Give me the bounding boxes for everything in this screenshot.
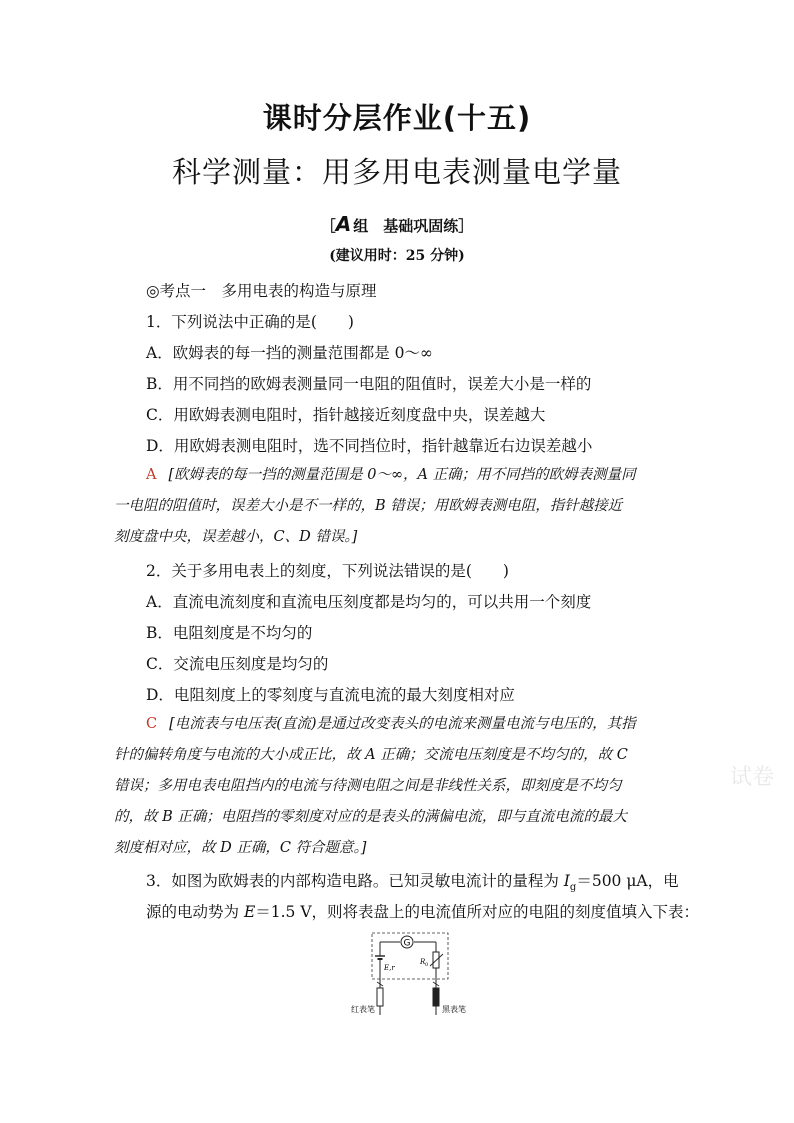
e-symbol: E xyxy=(243,903,256,921)
group-label: 组 基础巩固练 xyxy=(353,217,459,235)
answer-key: A xyxy=(146,467,157,483)
question-2-option-c: C．交流电压刻度是均匀的 xyxy=(146,655,329,673)
answer-line xyxy=(114,460,684,491)
ohmmeter-circuit-diagram xyxy=(344,930,484,1030)
question-1-option-c: C．用欧姆表测电阻时，指针越接近刻度盘中央，误差越大 xyxy=(146,406,546,424)
question-2-option-a: A．直流电流刻度和直流电压刻度都是均匀的，可以共用一个刻度 xyxy=(146,593,592,611)
red-probe-icon xyxy=(377,988,383,1006)
answer-line: 刻度相对应，故 D 正确，C 符合题意。] xyxy=(114,840,367,856)
answer-line: 一电阻的阻值时，误差大小是不一样的，B 错误；用欧姆表测电阻，指针越接近 xyxy=(114,498,623,514)
battery-label: E,r xyxy=(384,964,395,972)
q3-text: ＝1.5 V，则将表盘上的电流值所对应的电阻的刻度值填入下表： xyxy=(255,903,700,921)
black-probe-icon xyxy=(433,988,439,1006)
answer-line: 刻度盘中央，误差越小，C、D 错误。] xyxy=(114,529,358,545)
black-probe-label: 黑表笔 xyxy=(442,1005,466,1014)
page-subtitle: 科学测量：用多用电表测量电学量 xyxy=(171,155,622,189)
suggested-time: (建议用时：25 分钟) xyxy=(329,248,465,264)
question-2-stem: 2．关于多用电表上的刻度，下列说法错误的是( ) xyxy=(146,562,509,580)
answer-line: 针的偏转角度与电流的大小成正比，故 A 正确；交流电压刻度是不均匀的，故 C xyxy=(114,747,628,763)
group-badge: A xyxy=(335,212,352,236)
section-heading: ◎考点一 多用电表的构造与原理 xyxy=(146,282,377,300)
watermark: 试卷 xyxy=(730,765,775,790)
rheostat-subscript: 0 xyxy=(425,962,429,968)
answer-key: C xyxy=(146,716,158,732)
explanation-text: [电流表与电压表(直流)是通过改变表头的电流来测量电流与电压的，其指 xyxy=(169,716,636,732)
galvanometer-label: G xyxy=(403,938,411,949)
question-2-option-b: B．电阻刻度是不均匀的 xyxy=(146,624,313,642)
question-1-answer xyxy=(114,460,684,553)
explanation-text: [欧姆表的每一挡的测量范围是 0～∞，A 正确；用不同挡的欧姆表测量同 xyxy=(168,467,636,483)
question-1-option-d: D．用欧姆表测电阻时，选不同挡位时，指针越靠近右边误差越小 xyxy=(146,437,593,455)
page-title: 课时分层作业(十五) xyxy=(262,101,532,135)
answer-line: 的，故 B 正确；电阻挡的零刻度对应的是表头的满偏电流，即与直流电流的最大 xyxy=(114,809,627,825)
answer-line: 错误；多用电表电阻挡内的电流与待测电阻之间是非线性关系，即刻度是不均匀 xyxy=(114,778,622,794)
group-bracket-open: ［ xyxy=(320,217,336,235)
red-probe-label: 红表笔 xyxy=(351,1005,375,1014)
question-2-answer xyxy=(114,709,684,864)
ig-symbol: I xyxy=(563,872,570,890)
question-2-option-d: D．电阻刻度上的零刻度与直流电流的最大刻度相对应 xyxy=(146,686,515,704)
group-bracket-close: ］ xyxy=(458,217,474,235)
question-3-line-2 xyxy=(146,900,699,922)
answer-line xyxy=(114,709,684,740)
question-3-line-1 xyxy=(146,869,679,893)
group-heading xyxy=(0,212,794,236)
question-1-stem: 1．下列说法中正确的是( ) xyxy=(146,313,354,331)
q3-text: ＝500 μA，电 xyxy=(576,872,679,890)
question-1-option-a: A．欧姆表的每一挡的测量范围都是 0～∞ xyxy=(146,344,433,362)
rheostat-label: R xyxy=(420,958,426,966)
ig-subscript: g xyxy=(569,882,577,894)
q3-text: 3．如图为欧姆表的内部构造电路。已知灵敏电流计的量程为 xyxy=(146,872,564,890)
q3-text: 源的电动势为 xyxy=(146,903,244,921)
question-1-option-b: B．用不同挡的欧姆表测量同一电阻的阻值时，误差大小是一样的 xyxy=(146,375,592,393)
